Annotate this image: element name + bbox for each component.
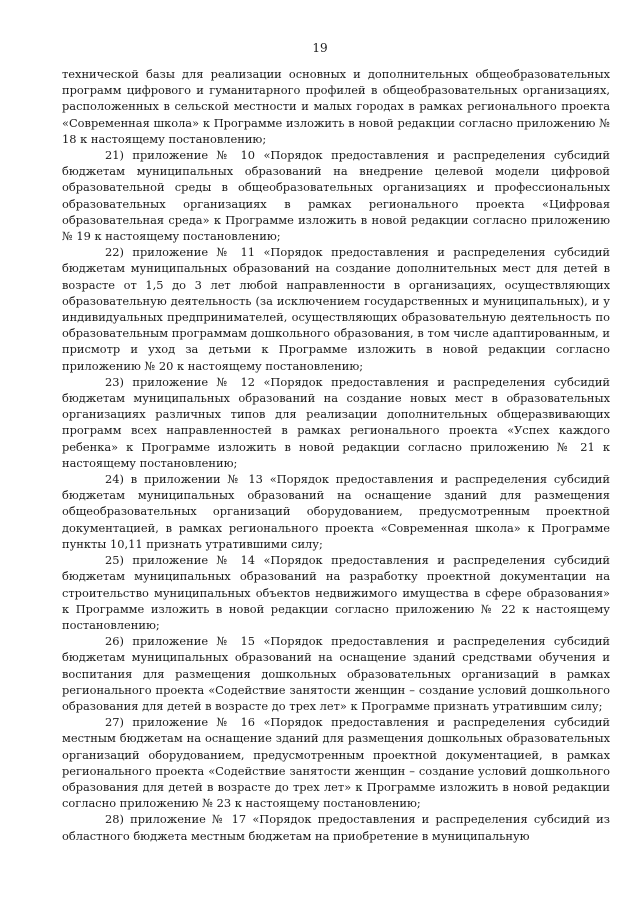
paragraph-item-27: 27) приложение № 16 «Порядок предоставления и распределения субсидий местным бюджетам на оснащение зданий для размещения дошкольных образовательных организаций оборудованием, предусмотренным проектной документацией, в рамках регионального проекта «Содействие занятости женщин – создание условий дошкольного образования для детей в возрасте до трех лет» к Программе изложить в новой редакции согласно приложению № 23 к настоящему постановлению; <box>62 715 610 811</box>
paragraph-item-24: 24) в приложении № 13 «Порядок предоставления и распределения субсидий бюджетам муниципальных образований на оснащение зданий для размещения общеобразовательных организаций оборудованием, предусмотренным проектной документацией, в рамках регионального проекта «Современная школа» к Программе пункты 10,11 признать утратившими силу; <box>62 472 610 551</box>
paragraph-item-28: 28) приложение № 17 «Порядок предоставления и распределения субсидий из областного бюджета местным бюджетам на приобретение в муниципальную <box>62 812 610 843</box>
paragraph-item-26: 26) приложение № 15 «Порядок предоставления и распределения субсидий бюджетам муниципальных образований на оснащение зданий средствами обучения и воспитания для размещения дошкольных образовательных организаций в рамках регионального проекта «Содействие занятости женщин – создание условий дошкольного образования для детей в возрасте до трех лет» к Программе признать утратившим силу; <box>62 634 610 713</box>
paragraph-continuation: технической базы для реализации основных и дополнительных общеобразовательных программ цифрового и гуманитарного профилей в общеобразовательных организациях, расположенных в сельской местности и малых городах в рамках регионального проекта «Современная школа» к Программе изложить в новой редакции согласно приложению № 18 к настоящему постановлению; <box>62 67 610 146</box>
paragraph-item-23: 23) приложение № 12 «Порядок предоставления и распределения субсидий бюджетам муниципальных образований на создание новых мест в образовательных организациях различных типов для реализации дополнительных общеразвивающих программ всех направленностей в рамках регионального проекта «Успех каждого ребенка» к Программе изложить в новой редакции согласно приложению № 21 к настоящему постановлению; <box>62 374 610 470</box>
page-number: 19 <box>312 41 328 55</box>
paragraph-item-25: 25) приложение № 14 «Порядок предоставления и распределения субсидий бюджетам муниципальных образований на разработку проектной документации на строительство муниципальных объектов недвижимого имущества в сфере образования» к Программе изложить в новой редакции согласно приложению № 22 к настоящему постановлению; <box>62 553 610 632</box>
paragraph-item-22: 22) приложение № 11 «Порядок предоставления и распределения субсидий бюджетам муниципальных образований на создание дополнительных мест для детей в возрасте от 1,5 до 3 лет любой направленности в организациях, осуществляющих образовательную деятельность (за исключением государственных и муниципальных), и у индивидуальных предпринимателей, осуществляющих образовательную деятельность по образовательным программам дошкольного образования, в том числе адаптированным, и присмотр и уход за детьми к Программе изложить в новой редакции согласно приложению № 20 к настоящему постановлению; <box>62 245 610 373</box>
document-body <box>62 66 610 844</box>
paragraph-item-21: 21) приложение № 10 «Порядок предоставления и распределения субсидий бюджетам муниципальных образований на внедрение целевой модели цифровой образовательной среды в общеобразовательных организациях и профессиональных образовательных организациях в рамках регионального проекта «Цифровая образовательная среда» к Программе изложить в новой редакции согласно приложению № 19 к настоящему постановлению; <box>62 148 610 244</box>
